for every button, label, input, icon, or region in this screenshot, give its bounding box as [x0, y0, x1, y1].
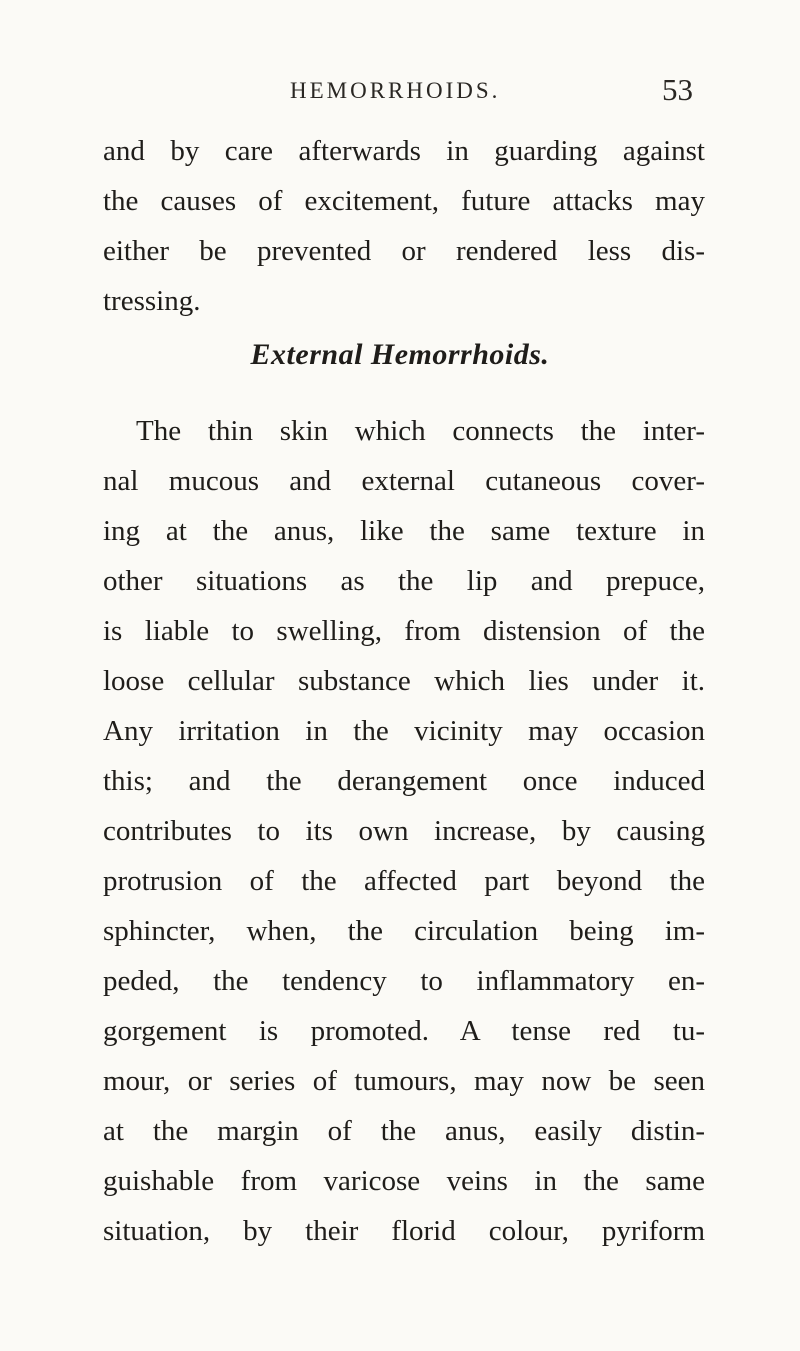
- text-line: loose cellular substance which lies under it.: [103, 665, 705, 697]
- page-number: 53: [662, 72, 693, 107]
- section-heading: External Hemorrhoids.: [250, 338, 550, 371]
- text-line: either be prevented or rendered less dis-: [103, 235, 705, 267]
- text-line: Any irritation in the vicinity may occasion: [103, 715, 705, 747]
- text-line: gorgement is promoted. A tense red tu-: [103, 1015, 705, 1047]
- text-line: protrusion of the affected part beyond the: [103, 865, 705, 897]
- paragraph-one: [103, 126, 705, 326]
- text-line: the causes of excitement, future attacks may: [103, 185, 705, 217]
- text-line: sphincter, when, the circulation being im-: [103, 915, 705, 947]
- paragraph-two: [103, 406, 705, 1256]
- text-line: and by care afterwards in guarding against: [103, 135, 705, 167]
- text-line: The thin skin which connects the inter-: [136, 415, 705, 447]
- text-line: contributes to its own increase, by causing: [103, 815, 705, 847]
- running-title: HEMORRHOIDS.: [290, 78, 501, 103]
- text-line: peded, the tendency to inflammatory en-: [103, 965, 705, 997]
- text-line: tressing.: [103, 285, 201, 317]
- text-line: other situations as the lip and prepuce,: [103, 565, 705, 597]
- text-line: situation, by their florid colour, pyriform: [103, 1215, 705, 1247]
- text-line: guishable from varicose veins in the same: [103, 1165, 705, 1197]
- text-line: ing at the anus, like the same texture in: [103, 515, 705, 547]
- text-line: is liable to swelling, from distension of the: [103, 615, 705, 647]
- text-line: at the margin of the anus, easily distin-: [103, 1115, 705, 1147]
- running-head: [0, 72, 800, 114]
- text-line: mour, or series of tumours, may now be seen: [103, 1065, 705, 1097]
- text-line: this; and the derangement once induced: [103, 765, 705, 797]
- text-line: nal mucous and external cutaneous cover-: [103, 465, 705, 497]
